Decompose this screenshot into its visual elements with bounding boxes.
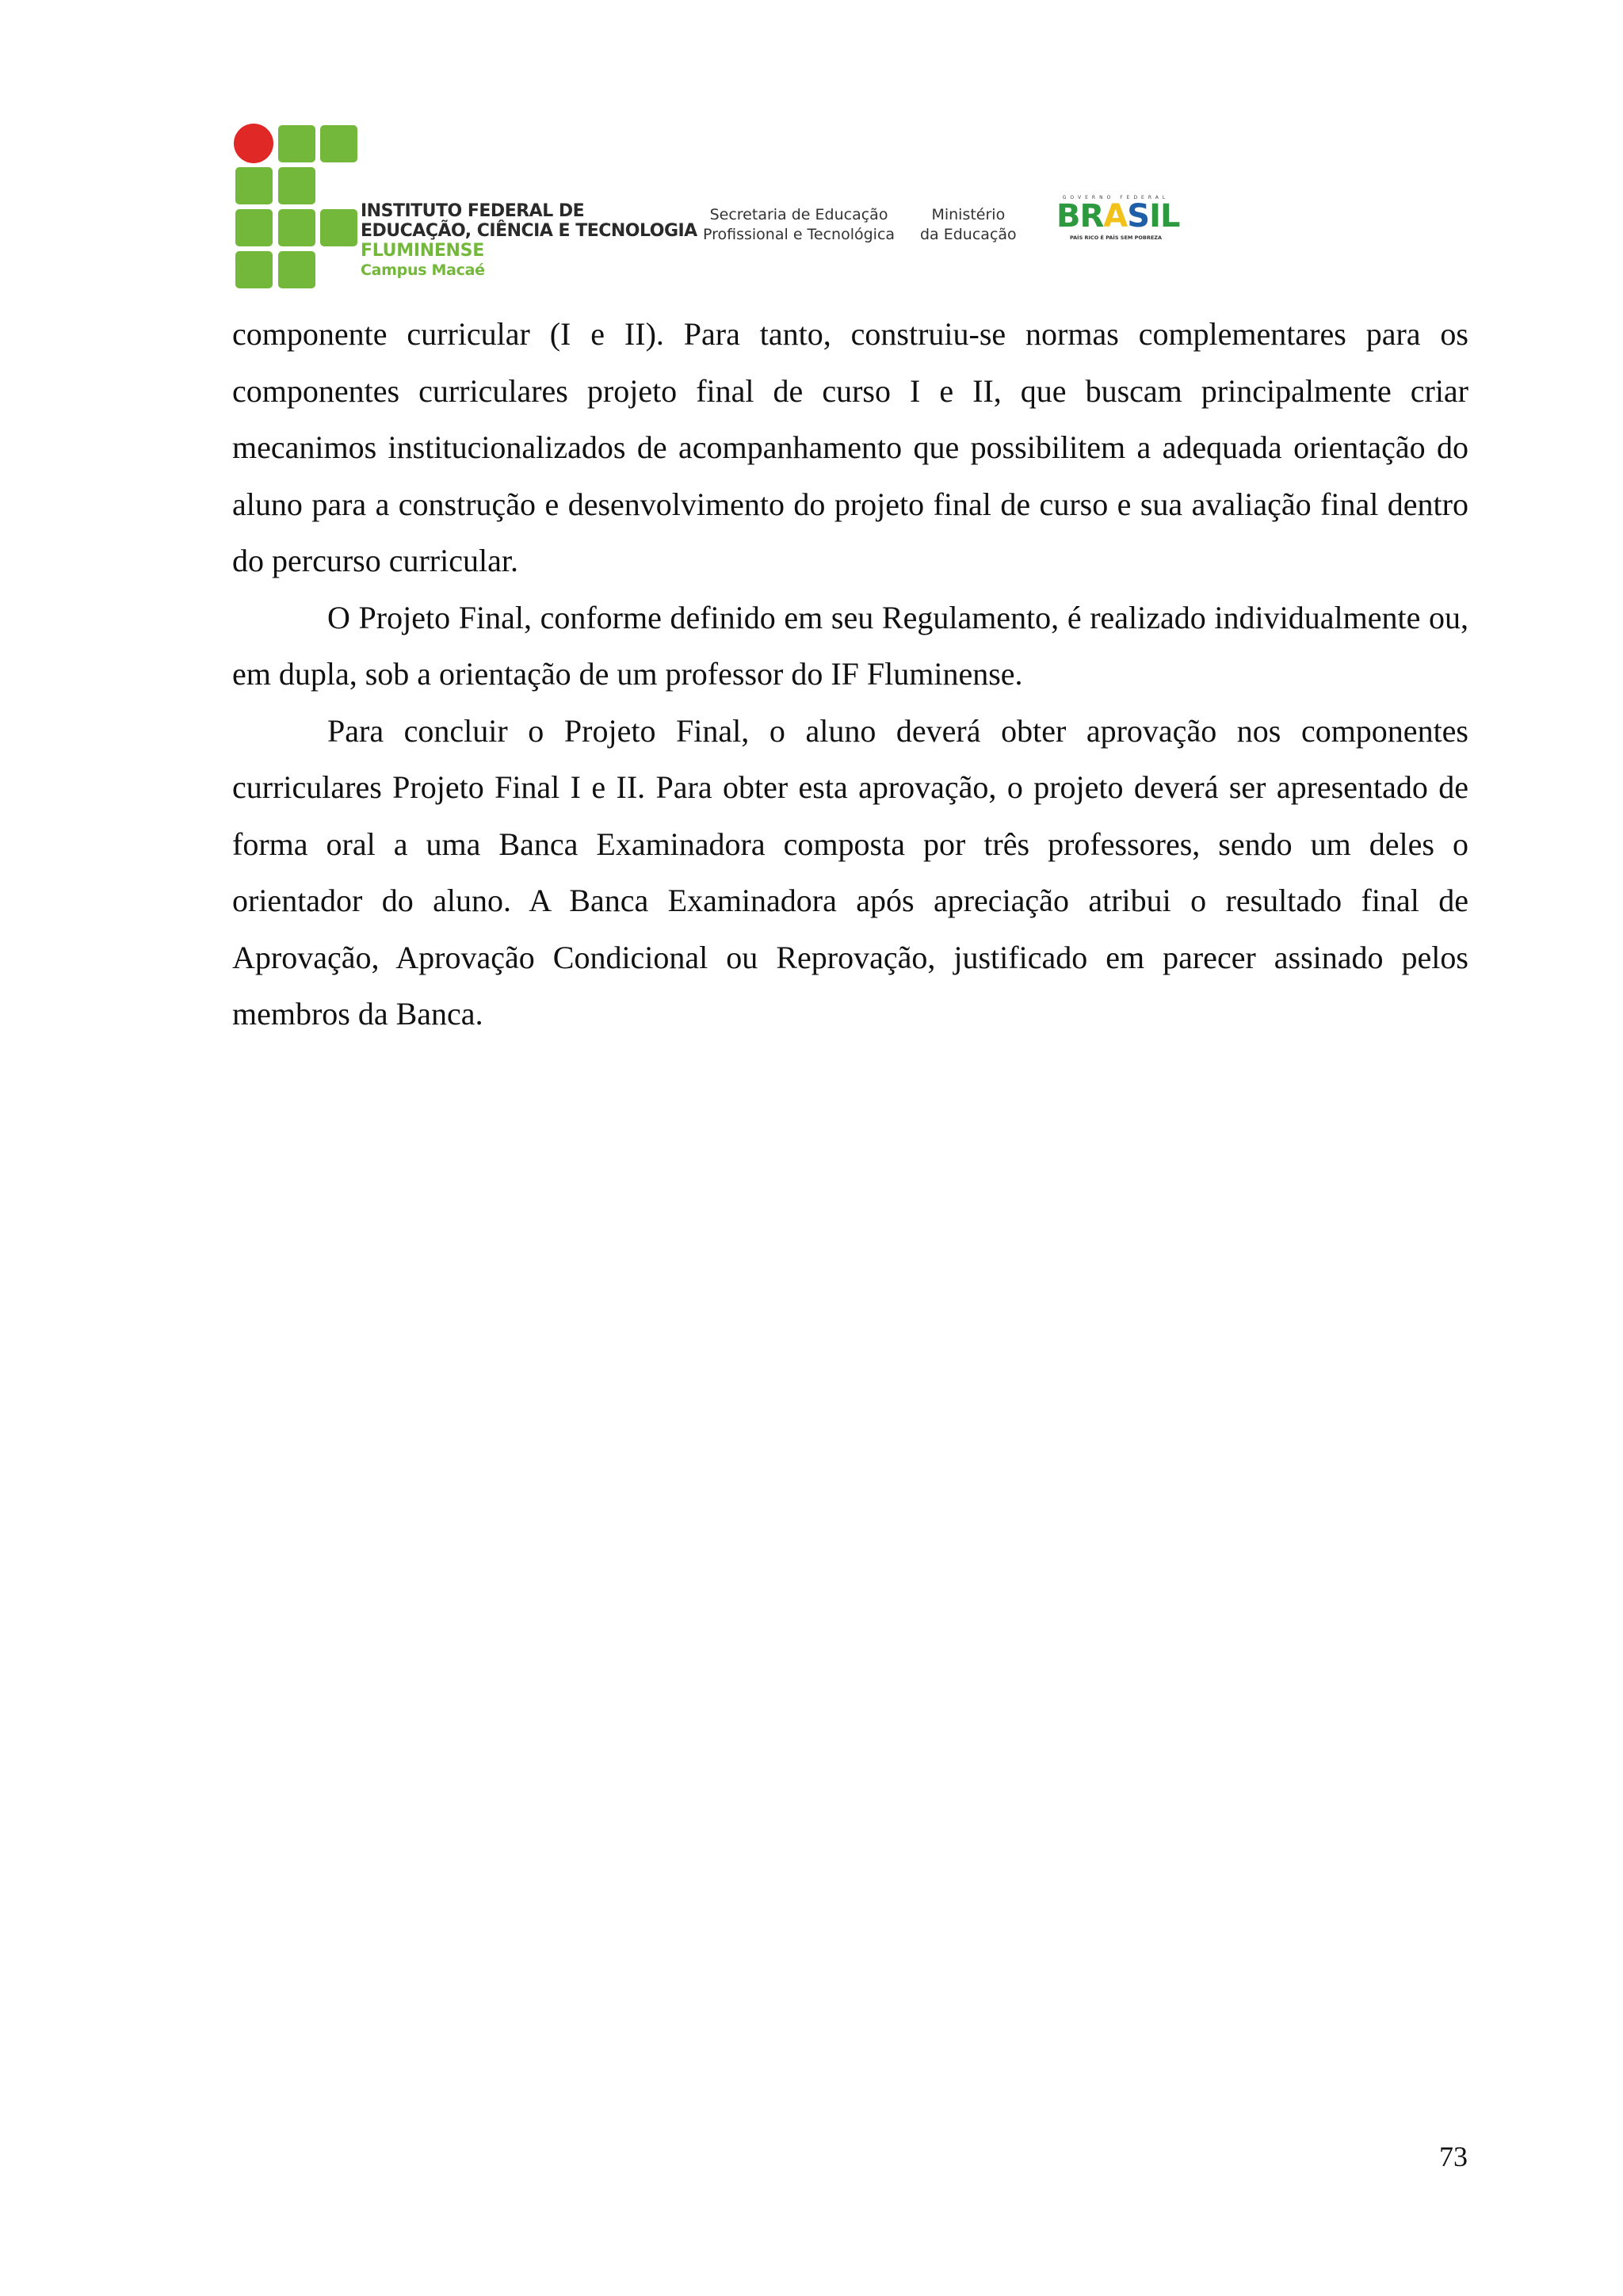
logo-square	[278, 251, 315, 288]
if-logo	[234, 124, 361, 287]
secretaria-line2: Profissional e Tecnológica	[703, 226, 896, 243]
institute-name-line1: INSTITUTO FEDERAL DE	[361, 201, 585, 221]
secretaria-label	[703, 205, 895, 245]
logo-square	[278, 167, 315, 204]
page-header	[234, 119, 1209, 289]
ministerio-line1: Ministério	[931, 206, 1006, 223]
logo-square	[320, 125, 357, 162]
logo-square	[235, 209, 273, 246]
institute-name-line2: EDUCAÇÃO, CIÊNCIA E TECNOLOGIA	[361, 221, 697, 241]
logo-square	[235, 167, 273, 204]
brasil-wordmark-part: S	[1127, 198, 1150, 235]
secretaria-line1: Secretaria de Educação	[709, 206, 888, 223]
brasil-slogan: PAÍS RICO É PAÍS SEM POBREZA	[1069, 235, 1163, 241]
logo-square	[320, 209, 357, 246]
logo-square	[278, 125, 315, 162]
campus-name: Campus Macaé	[361, 261, 485, 279]
ministerio-label	[920, 205, 1017, 245]
page-number: 73	[1439, 2141, 1468, 2172]
paragraph: O Projeto Final, conforme definido em seu Regulamento, é realizado individualmente ou, em dupla, sob a orientação de um professor do IF Fluminense.	[232, 599, 1468, 692]
governo-federal-logo	[1056, 195, 1180, 242]
ministerio-line2: da Educação	[920, 226, 1017, 243]
logo-square	[235, 251, 273, 288]
paragraph: componente curricular (I e II). Para tanto, construiu-se normas complementares para os componentes curriculares projeto final de curso I e II, que buscam principalmente criar mecanimos institucionalizados de acompanhamento que possibilitem a adequada orientação do aluno para a construção e desenvolvimento do projeto final de curso e sua avaliação final dentro do percurso curricular.	[232, 316, 1468, 578]
governo-federal-label: GOVERNO FEDERAL	[1062, 195, 1170, 200]
institute-name	[361, 201, 697, 280]
logo-red-dot	[234, 124, 273, 163]
brasil-wordmark-part: A	[1103, 198, 1128, 235]
brasil-wordmark-part: IL	[1149, 198, 1180, 235]
brasil-wordmark-part: BR	[1056, 198, 1104, 235]
logo-square	[278, 209, 315, 246]
brasil-wordmark	[1056, 198, 1180, 235]
document-body	[232, 306, 1468, 1043]
paragraph: Para concluir o Projeto Final, o aluno deverá obter aprovação nos componentes curriculares Projeto Final I e II. Para obter esta aprovação, o projeto deverá ser apresentado de forma oral a uma Banca Examinadora composta por três professores, sendo um deles o orientador do aluno. A Banca Examinadora após apreciação atribui o resultado final de Aprovação, Aprovação Condicional ou Reprovação, justificado em parecer assinado pelos membros da Banca.	[232, 712, 1468, 1032]
institute-name-line3: FLUMINENSE	[361, 241, 484, 261]
